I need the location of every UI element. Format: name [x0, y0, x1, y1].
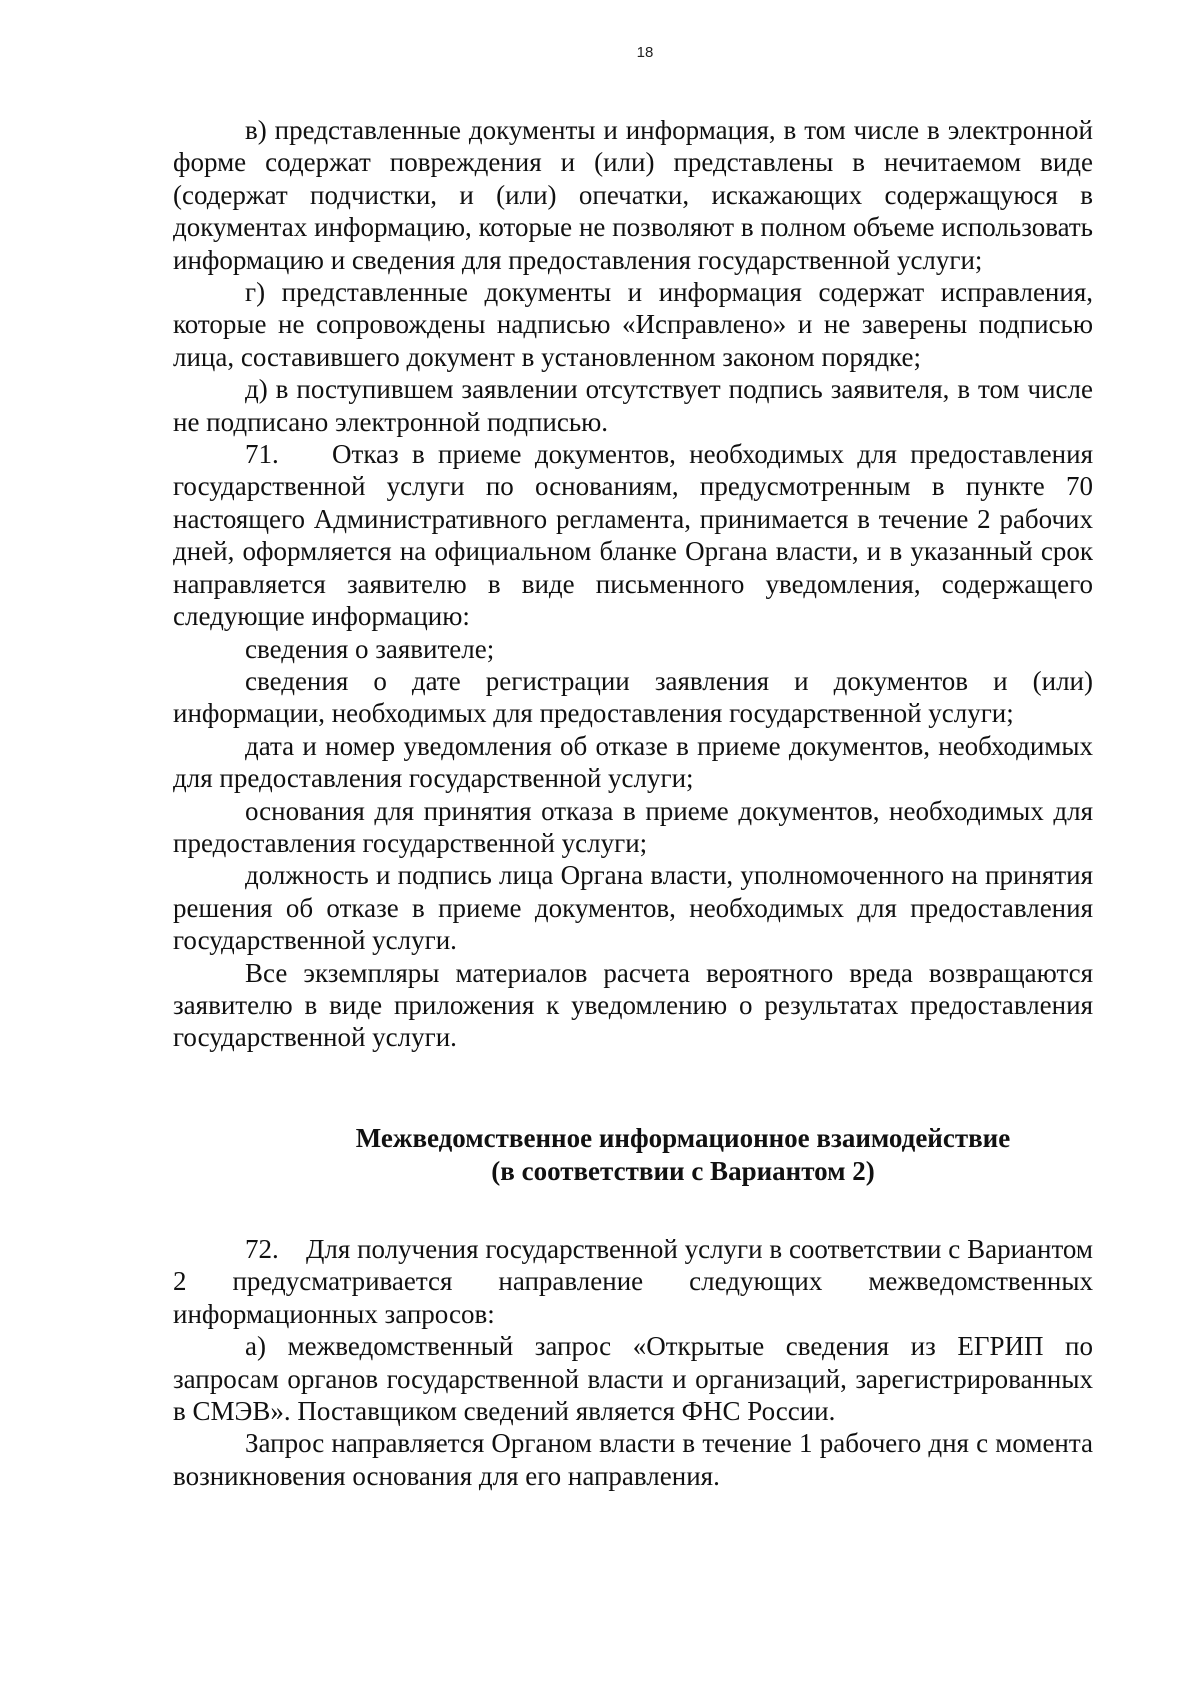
paragraph-72: 72. Для получения государственной услуги в соответствии с Вариантом 2 предусматривается направление следующих межведомственных информационных запросов: — [173, 1234, 1100, 1329]
list-item-applicant-info: сведения о заявителе; — [245, 633, 495, 664]
list-item-refusal-grounds: основания для принятия отказа в приеме документов, необходимых для предоставления государственной услуги; — [173, 795, 1093, 858]
section-heading — [173, 1122, 1193, 1188]
paragraph-materials-returned: Все экземпляры материалов расчета вероятного вреда возвращаются заявителю в виде приложения к уведомлению о результатах предоставления государственной услуги. — [173, 957, 1093, 1053]
paragraph-request-timing: Запрос направляется Органом власти в течение 1 рабочего дня с момента возникновения основания для его направления. — [173, 1428, 1093, 1491]
section-heading-line-1: Межведомственное информационное взаимодействие — [355, 1123, 1011, 1153]
section-heading-line-2: (в соответствии с Вариантом 2) — [491, 1156, 875, 1186]
paragraph-g: г) представленные документы и информация содержат исправления, которые не сопровождены надписью «Исправлено» и не заверены подписью лица, составившего документ в установленном законом порядке; — [173, 277, 1093, 372]
paragraph-d: д) в поступившем заявлении отсутствует подпись заявителя, в том числе не подписано электронной подписью. — [173, 374, 1093, 437]
body-text-section-2 — [173, 1233, 1100, 1492]
list-item-registration-date: сведения о дате регистрации заявления и документов и (или) информации, необходимых для предоставления государственной услуги; — [173, 665, 1093, 729]
list-item-notice-date-number: дата и номер уведомления об отказе в приеме документов, необходимых для предоставления государственной услуги; — [173, 730, 1093, 794]
paragraph-request-a: а) межведомственный запрос «Открытые сведения из ЕГРИП по запросам органов государственной власти и организаций, зарегистрированных в СМЭВ». Поставщиком сведений является ФНС России. — [173, 1331, 1093, 1427]
paragraph-v: в) представленные документы и информация, в том числе в электронной форме содержат повреждения и (или) представлены в нечитаемом виде (содержат подчистки, и (или) опечатки, искажающих содержащуюся в документах информацию, которые не позволяют в полном объеме использовать информацию и сведения для предоставления государственной услуги; — [173, 115, 1093, 275]
list-item-official-signature: должность и подпись лица Органа власти, уполномоченного на принятия решения об отказе в приеме документов, необходимых для предоставления государственной услуги. — [173, 860, 1093, 956]
body-text-section-1 — [173, 114, 1100, 1054]
paragraph-71: 71. Отказ в приеме документов, необходимых для предоставления государственной услуги по основаниям, предусмотренным в пункте 70 настоящего Административного регламента, принимается в течение 2 рабочих дней, оформляется на официальном бланке Органа власти, и в указанный срок направляется заявителю в виде письменного уведомления, содержащего следующие информацию: — [173, 439, 1100, 632]
page-number: 18 — [636, 44, 654, 61]
